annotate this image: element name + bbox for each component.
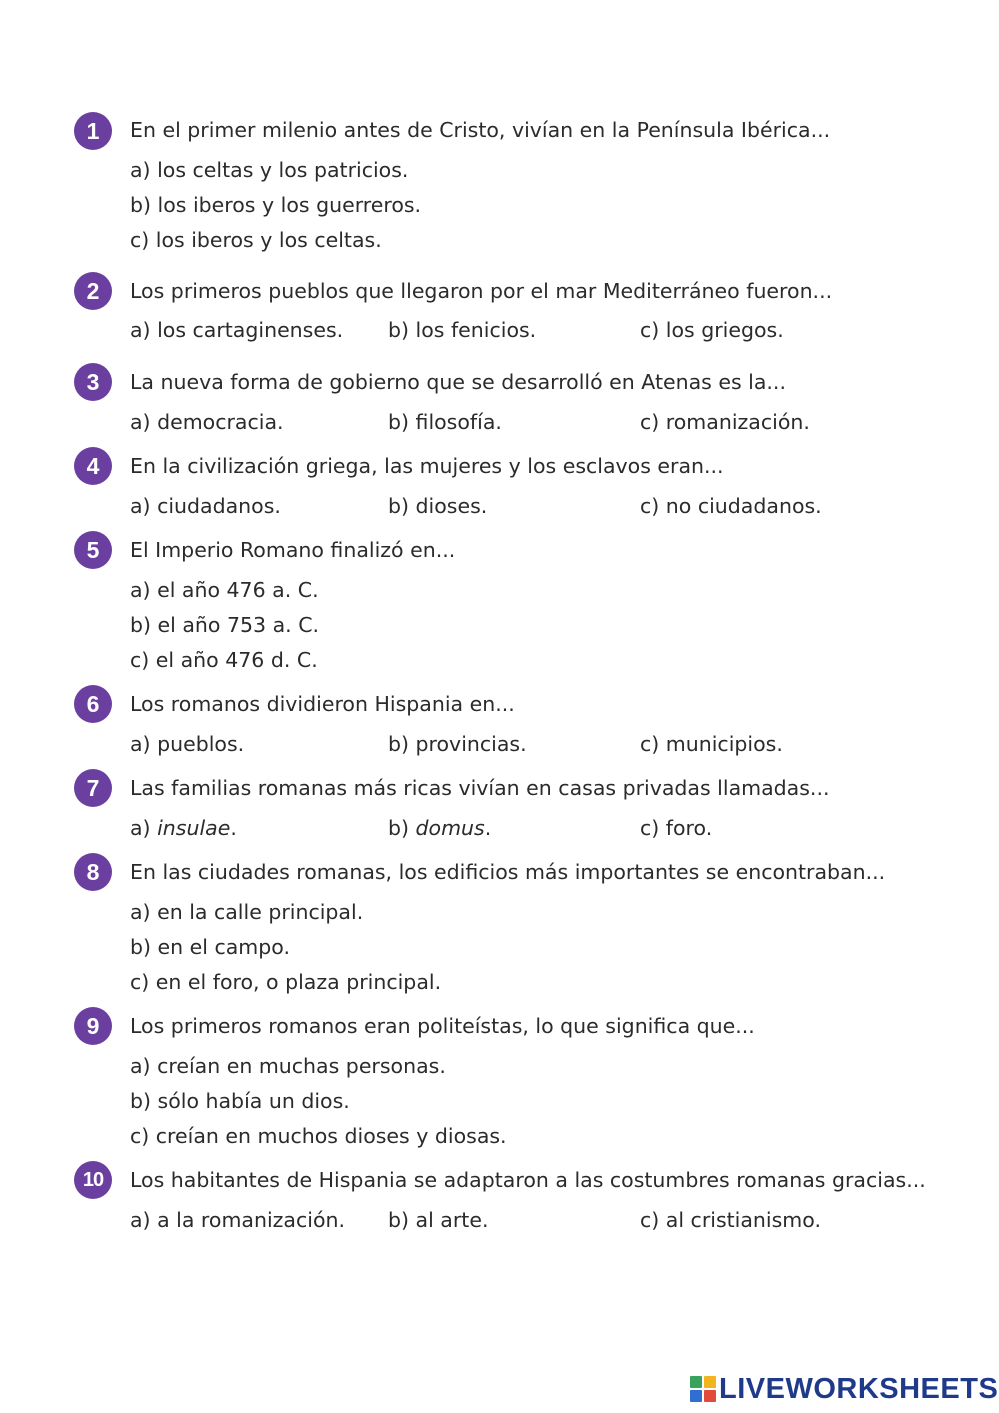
question-number-badge: 3 <box>74 363 112 401</box>
question-stem: Los habitantes de Hispania se adaptaron a las costumbres romanas gracias... <box>130 1168 926 1192</box>
option-c[interactable]: c) creían en muchos dioses y diosas. <box>130 1124 507 1148</box>
question-number-badge: 6 <box>74 685 112 723</box>
option-b[interactable]: b) en el campo. <box>130 935 290 959</box>
option-c[interactable]: c) los iberos y los celtas. <box>130 228 382 252</box>
option-c[interactable]: c) los griegos. <box>640 318 784 342</box>
question-number-badge: 10 <box>74 1161 112 1199</box>
question-stem: Los primeros pueblos que llegaron por el mar Mediterráneo fueron... <box>130 279 833 303</box>
option-suffix: . <box>230 816 237 840</box>
brand-name: LIVEWORKSHEETS <box>719 1372 999 1405</box>
option-b[interactable]: b) filosofía. <box>388 410 502 434</box>
option-c[interactable]: c) no ciudadanos. <box>640 494 822 518</box>
option-c[interactable]: c) en el foro, o plaza principal. <box>130 970 442 994</box>
option-c[interactable]: c) municipios. <box>640 732 783 756</box>
option-c[interactable]: c) romanización. <box>640 410 810 434</box>
question-stem: En las ciudades romanas, los edificios más importantes se encontraban... <box>130 860 886 884</box>
option-b[interactable]: b) dioses. <box>388 494 488 518</box>
option-a[interactable]: a) pueblos. <box>130 732 245 756</box>
option-b[interactable]: b) el año 753 a. C. <box>130 613 320 637</box>
option-c[interactable]: c) al cristianismo. <box>640 1208 821 1232</box>
question-stem: En el primer milenio antes de Cristo, vivían en la Península Ibérica... <box>130 118 831 142</box>
question-stem: La nueva forma de gobierno que se desarrolló en Atenas es la... <box>130 370 786 394</box>
option-a[interactable]: a) los cartaginenses. <box>130 318 344 342</box>
option-prefix: a) <box>130 816 158 840</box>
question-stem: Los primeros romanos eran politeístas, lo que significa que... <box>130 1014 755 1038</box>
question-stem: Las familias romanas más ricas vivían en casas privadas llamadas... <box>130 776 830 800</box>
option-b[interactable]: b) al arte. <box>388 1208 489 1232</box>
option-a[interactable]: a) en la calle principal. <box>130 900 364 924</box>
liveworksheets-brand <box>690 1372 998 1406</box>
option-prefix: b) <box>388 816 416 840</box>
question-number-badge: 1 <box>74 112 112 150</box>
option-a[interactable]: a) ciudadanos. <box>130 494 281 518</box>
option-c[interactable]: c) foro. <box>640 816 713 840</box>
option-c[interactable]: c) el año 476 d. C. <box>130 648 318 672</box>
latin-term: domus <box>415 816 485 840</box>
question-number-badge: 8 <box>74 853 112 891</box>
option-b[interactable]: b) provincias. <box>388 732 527 756</box>
option-b[interactable]: b) los fenicios. <box>388 318 537 342</box>
question-number-badge: 7 <box>74 769 112 807</box>
option-b[interactable] <box>388 816 491 840</box>
question-number-badge: 5 <box>74 531 112 569</box>
question-stem: Los romanos dividieron Hispania en... <box>130 692 515 716</box>
question-stem: En la civilización griega, las mujeres y los esclavos eran... <box>130 454 724 478</box>
option-suffix: . <box>484 816 492 840</box>
question-number-badge: 4 <box>74 447 112 485</box>
option-a[interactable] <box>130 816 237 840</box>
question-stem: El Imperio Romano finalizó en... <box>130 538 456 562</box>
option-a[interactable]: a) los celtas y los patricios. <box>130 158 409 182</box>
question-number-badge: 9 <box>74 1007 112 1045</box>
option-a[interactable]: a) a la romanización. <box>130 1208 346 1232</box>
latin-term: insulae <box>157 816 231 840</box>
option-b[interactable]: b) los iberos y los guerreros. <box>130 193 422 217</box>
option-b[interactable]: b) sólo había un dios. <box>130 1089 350 1113</box>
question-number-badge: 2 <box>74 272 112 310</box>
option-a[interactable]: a) el año 476 a. C. <box>130 578 319 602</box>
option-a[interactable]: a) democracia. <box>130 410 284 434</box>
option-a[interactable]: a) creían en muchas personas. <box>130 1054 446 1078</box>
liveworksheets-logo-icon <box>690 1376 716 1402</box>
